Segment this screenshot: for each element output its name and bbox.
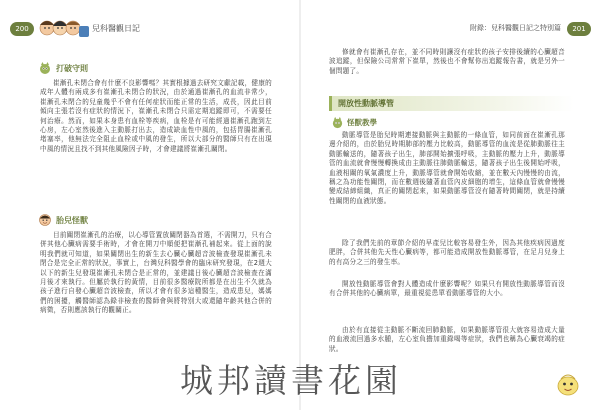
left-page-number: 200	[10, 22, 34, 36]
paragraph: 目前關閉崔漸孔的治療，以心導管置放關閉器為首選，不需開刀，只有合併其他心臟病需要手術時，才會在開刀中順便把崔漸孔補起來。從上面的說明我們就可知道，如果關閉出生的新生去心臟心臟超音波檢查發現崔漸孔未閉合是完全正常的狀況，事實上，台灣兒科醫學會的臨床研究發現，在2週大以下的新生兒發現崔漸孔未閉合是正常的，並建議日後心臟超音波檢查在滿月後才來執行。但屬於執行的黃情，目前很多醫療院所都是在出生不久就為孩子進行自發心臟超音波檢查，所以才會有很多這種醫生，造成患兒，媽媽們的困擾，觸醫師認為錄非檢查的醫師會與將特別大或還隨年齡其他合併的病徵，否則應該執行的觀關正。	[40, 231, 272, 315]
section-bar-pda	[329, 96, 574, 111]
right-page-header	[311, 18, 591, 40]
left-running-head: 兒科醫觀日記	[92, 24, 140, 33]
paragraph: 崔漸孔未閉合會有什麼不良影響嗎？其實根據過去研究文獻記載，健康的成年人體有兩成多有崔漸孔未閉合的狀況，由於通過崔漸孔的血流非常少，崔漸孔未閉合的兒童幾乎不會有任何症狀而能正常的生活，成長，因此目前傾向主張若沒有症狀的情況下，崔漸孔未閉合只需定期追蹤即可，不需要任何治療。然而，如果本身患有血栓等疾病，血栓是有可能經過崔漸孔跑到左心房，左心室然後進入主動脈打出去，造成缺血性中風的，包括胃腸崔漸孔堵塞率，他無法完全阻止血栓或中風的發生，所以大部分的醫師只有在出現中風的情況且找不到其他風險因子時，才會建議將崔漸孔關閉。	[40, 79, 272, 153]
publisher-watermark: 城邦讀書花園	[180, 361, 402, 400]
right-running-head: 附錄：兒科醫觀日記之特別篇	[470, 24, 561, 32]
paragraph: 修就會有崔漸孔存在，並不同時則讓沒有症狀的孩子安排後續的心臟超音波追蹤，但保險公司常常下崔單，然後也不會幫你出追蹤報告書，就是另外一個問題了。	[329, 48, 565, 75]
mascot-icon	[553, 368, 583, 398]
paragraph: 開放性動脈導管會對人體造成什麼影響呢？如果只有開放性動脈導管而沒有合併其他的心臟病單，最重視從患單看動脈導管的大小。	[329, 280, 565, 298]
section-heading-1	[38, 60, 88, 76]
paragraph: 除了我們先前的章節介紹的早產兒比較容易發生外，因為其他疾病因過度肥胖，合併其他先天性心臟病等，都可能造成開放性動脈導管，在足月兒身上的有高分之三的發生率。	[329, 239, 565, 266]
paragraph: 動脈導管是胎兒時期連接動脈與主動脈的一條血管，如同前面在崔漸孔那邊介紹的，由於胎兒時期肺部的壓力比較高，動脈導管的血流是從肺動脈往主動脈輸送的，隨著孩子出生，肺部開始擴張呼吸，主動脈的壓力上升，動脈導管的血流就會慢慢轉換成由主動脈往肺動脈輸送，隨著孩子出生後開始呼吸，血液相關的氧氣濃度上升，動脈導管就會開始收縮，並在數天內慢慢的由流，稱之為功能性關閉，而在數週後隨著血管內皮細胞的增生，這條血管就會慢慢變成結締組織，真正的關閉起來，如果動脈導管沒有隨著時間關閉，就是持續性關閉的血液狀態。	[329, 131, 565, 205]
paragraph: 由於有直接從主動脈不斷流回肺動脈，如果動脈導管很大就容易造成大量的血液流回過多水腫，左心室負擔加重錄喝等症狀，我們也稱為心臟衰竭的症狀。	[329, 326, 565, 353]
section-bar-label: 開放性動脈導管	[338, 99, 394, 108]
doctor-icon	[38, 213, 52, 227]
section-heading-2-label: 胎兒怪獸	[56, 215, 88, 225]
left-page-header	[10, 18, 290, 40]
sub-heading	[331, 115, 377, 129]
section-heading-2	[38, 212, 88, 228]
section-heading-1-label: 打破守則	[56, 63, 88, 73]
monster-icon	[38, 61, 52, 75]
sub-heading-label: 怪獸教學	[347, 117, 377, 127]
kids-illustration-icon	[38, 16, 90, 40]
monster-icon	[331, 116, 344, 129]
left-page	[0, 0, 299, 410]
right-page-number: 201	[567, 22, 591, 36]
right-page	[301, 0, 600, 410]
